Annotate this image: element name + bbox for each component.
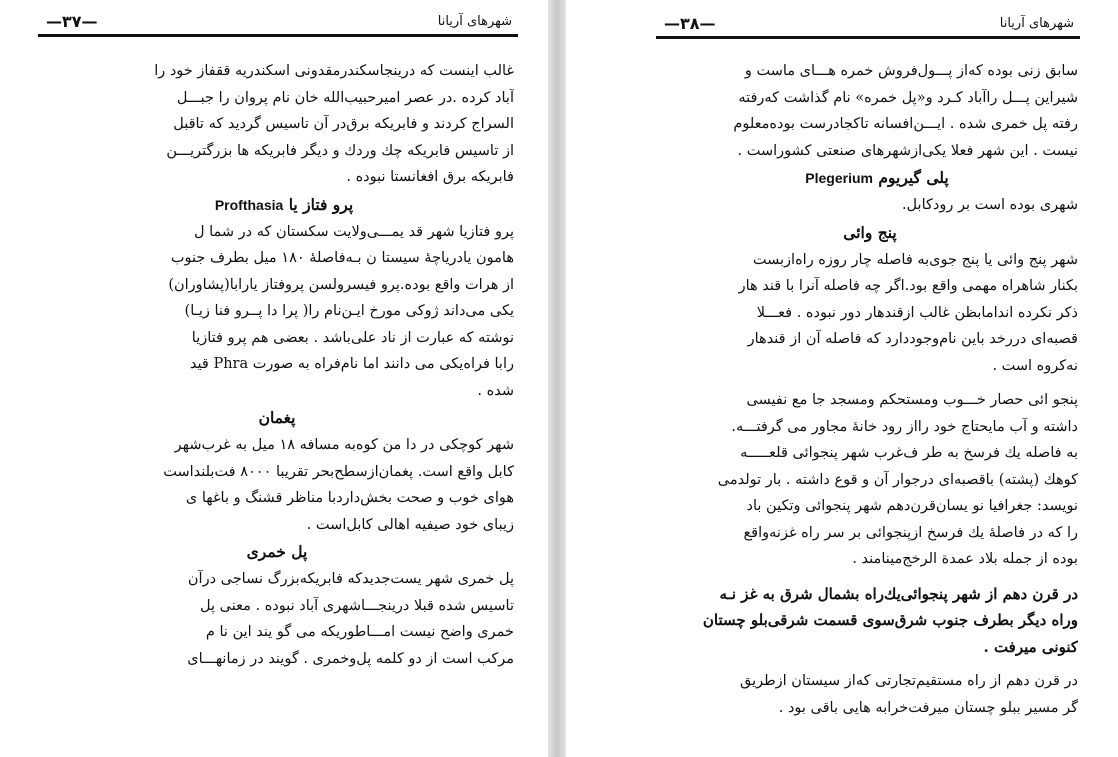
text-line: پرو فتازیا شهر قد یمـــی‌ولایت سکستان که در شما ل — [193, 223, 514, 240]
text-line: یکی می‌داند ژوکی مورخ ایـن‌نام را( پرا دا پــرو فنا زیـا) — [184, 303, 514, 319]
text-line: نویسد: جغرافیا نو یسان‌قرن‌دهم شهر پنجوائی وتکین باد — [746, 498, 1078, 514]
left-page — [0, 0, 548, 757]
text-line: داشته و آب مایحتاج خود رااز رود خانۀ مجاور می گرفتـــه. — [731, 418, 1078, 435]
text-line: از تاسیس فابریکه چك وردك و دیگر فابریکه ها بزرگتریـــن — [166, 142, 514, 159]
text-line: به فاصله یك فرسخ به طر ف‌غرب شهر پنجوائی قلعـــــه — [740, 445, 1078, 461]
text-line: خمری واضح نیست امـــاطوریکه می گو یند این نا م — [205, 624, 514, 640]
text-line: هامون یادریاچۀ سیستا ن بـه‌فاصلۀ ۱۸۰ میل بطرف جنوب — [170, 250, 514, 266]
text-line: را که در فاصلۀ یك فرسخ از‌پنجوائی بر سر راه غزنه‌واقع — [743, 524, 1078, 541]
paragraph — [40, 432, 514, 538]
paragraph — [40, 219, 514, 405]
page-number: —۳۸— — [664, 14, 716, 33]
text-line: گر مسیر ببلو چستان میرفت‌خرابه هایی باقی بود . — [778, 699, 1078, 716]
text-line: پل خمری شهر یست‌جدیدکه فابریکه‌بزرگ نساجی درآن — [187, 571, 514, 587]
left-page-header — [38, 6, 518, 37]
paragraph — [40, 58, 514, 191]
text-line: در قرن دهم از راه مستقیم‌تجارتی که‌از سیستان ازطریق — [739, 673, 1078, 689]
text-line: بوده از جمله بلاد عمدة الرخج‌مینامند . — [852, 551, 1078, 567]
text-line: آباد کرده .در عصر امیرحبیب‌الله خان نام پروان را جبـــل — [176, 89, 514, 106]
text-line: وراه دیگر بطرف جنوب شرق‌سوی قسمت شرقی‌بلو چستان — [702, 611, 1078, 629]
heading-latin: Profthasia — [214, 196, 284, 213]
right-page-header — [656, 8, 1080, 39]
text-line: قصبه‌ای دررخد باین نام‌وجوددارد که فاصله آن از قندهار — [747, 331, 1078, 347]
text-line: شده . — [477, 382, 514, 399]
paragraph — [662, 58, 1078, 164]
text-line: سابق زنی بوده که‌از پـــول‌فروش خمره هـــای ماست و — [744, 63, 1078, 79]
page-number: —۳۷— — [46, 12, 98, 31]
book-gutter — [548, 0, 566, 757]
heading-persian: پلی گیریوم — [878, 168, 949, 187]
paragraph — [662, 387, 1078, 573]
paragraph — [40, 566, 514, 672]
text-line: شهری بوده است بر رود‌کابل. — [901, 197, 1078, 213]
text-line: نوشته که عبارت از ناد علی‌باشد . بعضی هم پرو فتازیا — [191, 329, 514, 346]
text-line: زیبای خود صیفیه اهالی کابل‌است . — [306, 516, 514, 533]
section-heading-paghman: پغمان — [258, 408, 296, 427]
bold-paragraph — [662, 581, 1078, 661]
text-line: شهر پنج وائی یا پنج جوی‌به فاصله چار روزه راه‌ازبست — [752, 251, 1078, 268]
text-line: رابا فراه‌یکی می دانند اما نام‌فراه به صورت Phra قید — [189, 356, 514, 372]
text-line: نه‌کروه است . — [992, 357, 1078, 374]
text-line: کنونی میرفت . — [983, 637, 1078, 656]
right-page — [566, 0, 1118, 757]
left-page-body — [40, 58, 514, 672]
text-line: بکنار شاهراه مهمی واقع بود.اگر چه فاصله آنرا با قند هار — [738, 278, 1078, 294]
text-line: از هرات واقع بوده.پرو فیسرولسن پروفتاز یارابا(پشاوران) — [168, 276, 514, 293]
text-line: کوهك (پشته) باقصبه‌ای درجوار آن و قوع داشته . بار تولدمی — [717, 471, 1078, 488]
text-line: تاسیس شده قبلا درینجـــاشهری آباد نبوده . معنی پل — [200, 597, 514, 614]
paragraph — [662, 247, 1078, 380]
text-line: ذکر نکرده اندامابظن غالب ازقندهار دور نبوده . فعـــلا — [756, 304, 1078, 321]
paragraph — [662, 192, 1078, 219]
section-heading-pul-khumri: پل خمری — [246, 542, 308, 561]
right-page-body — [662, 58, 1078, 721]
heading-persian: پرو فتاز یا — [288, 194, 354, 214]
text-line: در قرن دهم از شهر پنجوائی‌یك‌راه بشمال شرق به غز نـه — [719, 584, 1078, 603]
text-line: فابریکه برق افغانستا نبوده . — [346, 169, 514, 185]
section-heading-panjwayi: پنج وائی — [843, 222, 897, 242]
text-line: نیست . این شهر فعلا یکی‌ازشهرهای صنعتی کشوراست . — [737, 142, 1078, 159]
text-line: هوای خوب و صحت بخش‌داردبا مناظر قشنگ و باغها ی — [185, 490, 514, 506]
text-line: السراج کردند و فابریکه برق‌در آن تاسیس گردید که تاقبل — [173, 116, 514, 132]
running-title: شهرهای آریانا — [437, 14, 512, 29]
heading-latin: Plegerium — [805, 170, 873, 186]
text-line: پنجو ائی حصار خـــوب ومستحکم ومسجد جا مع نفیسی — [746, 392, 1078, 408]
text-line: کابل واقع است. پغمان‌ازسطح‌بحر تقریبا ۸۰۰۰ فت‌بلنداست — [163, 463, 514, 480]
text-line: غالب اینست که درینجاسکندرمقدونی اسکندریه ققفاز خود را — [154, 63, 514, 79]
section-heading-profthasia — [40, 191, 514, 219]
paragraph — [662, 668, 1078, 721]
text-line: مرکب است از دو کلمه پل‌وخمری . گویند در زمانهـــای — [187, 650, 514, 667]
section-heading-plegerium — [662, 164, 1078, 192]
text-line: رفته پل خمری شده . ایـــن‌افسانه تاکجادرست بوده‌معلوم — [733, 116, 1078, 132]
text-line: شیراین پـــل راآباد کـرد و«پل خمره» نام گذاشت که‌رفته — [738, 89, 1078, 106]
text-line: شهر کوچکی در دا من کوه‌به مسافه ۱۸ میل به غرب‌شهر — [174, 437, 514, 453]
running-title: شهرهای آریانا — [999, 16, 1074, 31]
